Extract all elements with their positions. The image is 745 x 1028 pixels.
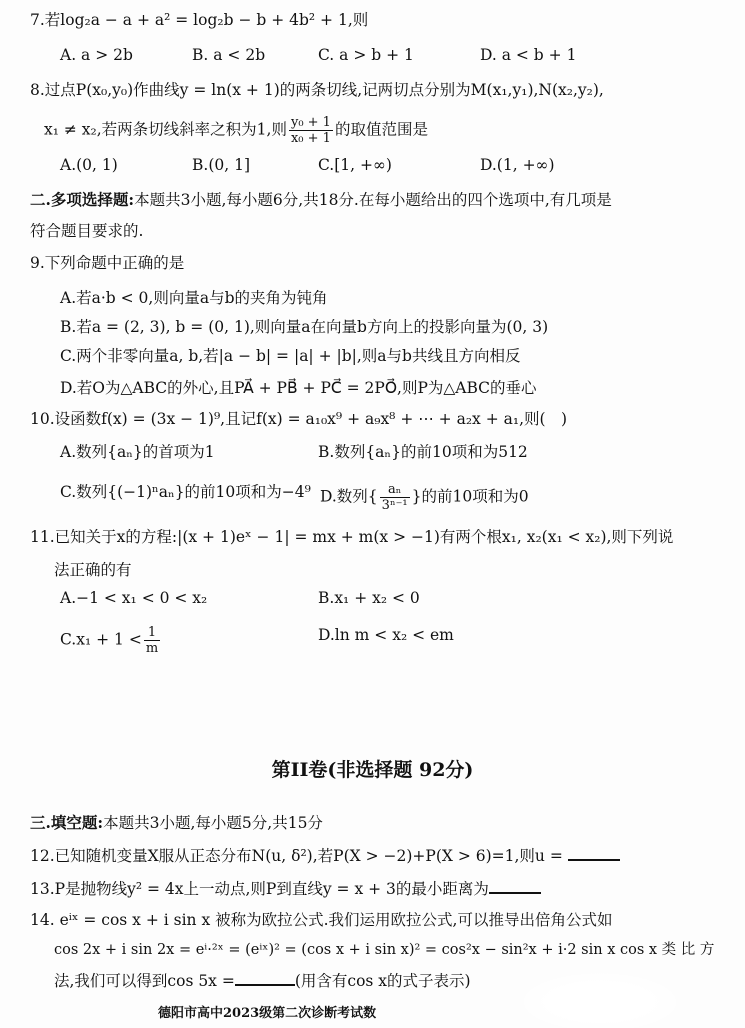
q9-stem: 9.下列命题中正确的是 <box>30 254 185 272</box>
q9-option-a: A.若a·b < 0,则向量a与b的夹角为钝角 <box>60 289 328 307</box>
q12-line <box>30 845 620 866</box>
footer: 德阳市高中2023级第二次诊断考试数 <box>158 1006 377 1021</box>
q7-option-b: B. a < 2b <box>192 46 266 64</box>
q12-answer-blank[interactable] <box>568 845 620 861</box>
q14-line3-pre: 法,我们可以得到cos 5x = <box>54 972 235 990</box>
section2-header <box>30 190 612 210</box>
q10-optd-den: 3ⁿ⁻¹ <box>381 498 408 513</box>
q11-option-b: B.x₁ + x₂ < 0 <box>318 589 420 607</box>
q11-option-c <box>60 625 162 656</box>
q8-stem-line2 <box>44 115 428 146</box>
q10-optd-post: }的前10项和为0 <box>411 487 529 506</box>
q8-option-a: A.(0, 1) <box>60 156 118 174</box>
watermark-blur <box>520 972 680 1028</box>
q11-stem2: 法正确的有 <box>54 561 132 579</box>
q9-option-b: B.若a = (2, 3), b = (0, 1),则向量a在向量b方向上的投影向量为(0, 3) <box>60 318 549 336</box>
q14-line2: cos 2x + i sin 2x = eⁱ·²ˣ = (eⁱˣ)² = (cos x + i sin x)² = cos²x − sin²x + i·2 sin x cos x 类 比 方 <box>54 942 715 958</box>
q10-option-c: C.数列{(−1)ⁿaₙ}的前10项和为−4⁹ <box>60 483 311 501</box>
q8-stem: 8.过点P(x₀,y₀)作曲线y = ln(x + 1)的两条切线,记两切点分别为M(x₁,y₁),N(x₂,y₂), <box>30 81 604 99</box>
q7-option-d: D. a < b + 1 <box>480 46 577 64</box>
q11-option-a: A.−1 < x₁ < 0 < x₂ <box>60 589 208 607</box>
q8-option-b: B.(0, 1] <box>192 156 250 174</box>
q7-option-a: A. a > 2b <box>60 46 133 64</box>
q14-line1: 14. eⁱˣ = cos x + i sin x 被称为欧拉公式.我们运用欧拉公式,可以推导出倍角公式如 <box>30 911 613 929</box>
q11-stem: 11.已知关于x的方程:|(x + 1)eˣ − 1| = mx + m(x > −1)有两个根x₁, x₂(x₁ < x₂),则下列说 <box>30 528 674 546</box>
q13-answer-blank[interactable] <box>489 878 541 894</box>
q8-stem2-post: 的取值范围是 <box>334 120 428 139</box>
q14-line3-post: (用含有cos x的式子表示) <box>294 972 471 990</box>
q11-option-d: D.ln m < x₂ < em <box>318 626 454 644</box>
q11-optc-den: m <box>145 641 159 656</box>
q10-stem: 10.设函数f(x) = (3x − 1)⁹,且记f(x) = a₁₀x⁹ + a₉x⁸ + ⋯ + a₂x + a₁,则( ) <box>30 410 568 428</box>
section2-text: 本题共3小题,每小题6分,共18分.在每小题给出的四个选项中,有几项是 <box>134 191 612 209</box>
q8-fraction <box>289 115 333 146</box>
section2-heading: 二.多项选择题: <box>30 190 135 209</box>
q13-stem: 13.P是抛物线y² = 4x上一动点,则P到直线y = x + 3的最小距离为 <box>30 880 489 898</box>
q11-optc-pre: C.x₁ + 1 < <box>60 630 142 649</box>
q10-option-b: B.数列{aₙ}的前10项和为512 <box>318 443 528 461</box>
q9-option-d: D.若O为△ABC的外心,且PA⃗ + PB⃗ + PC⃗ = 2PO⃗,则P为△ABC的垂心 <box>60 379 537 397</box>
q10-option-d <box>320 482 529 513</box>
q14-line3 <box>54 970 471 991</box>
q10-optd-pre: D.数列{ <box>320 487 378 506</box>
q11-optc-num: 1 <box>144 625 160 641</box>
q8-stem2-pre: x₁ ≠ x₂,若两条切线斜率之积为1,则 <box>44 120 287 139</box>
q7-option-c: C. a > b + 1 <box>318 46 414 64</box>
q10-optd-num: aₙ <box>380 482 410 498</box>
q8-frac-den: x₀ + 1 <box>290 131 331 146</box>
section3-text: 本题共3小题,每小题5分,共15分 <box>103 814 323 832</box>
q12-stem: 12.已知随机变量X服从正态分布N(u, δ²),若P(X > −2)+P(X > 6)=1,则u = <box>30 847 563 865</box>
q14-answer-blank[interactable] <box>235 970 295 986</box>
q11-optc-fraction <box>144 625 160 656</box>
q8-option-d: D.(1, +∞) <box>480 156 555 174</box>
part2-title: 第II卷(非选择题 92分) <box>271 759 474 781</box>
section2-text2: 符合题目要求的. <box>30 222 144 240</box>
section3-heading: 三.填空题: <box>30 813 104 832</box>
q8-frac-num: y₀ + 1 <box>290 115 331 130</box>
q10-optd-fraction <box>380 482 410 513</box>
q10-option-a: A.数列{aₙ}的首项为1 <box>60 443 215 461</box>
q9-option-c: C.两个非零向量a, b,若|a − b| = |a| + |b|,则a与b共线且方向相反 <box>60 347 521 365</box>
q7-stem: 7.若log₂a − a + a² = log₂b − b + 4b² + 1,则 <box>30 11 369 29</box>
q8-option-c: C.[1, +∞) <box>318 156 392 174</box>
q13-line <box>30 878 541 899</box>
section3-header <box>30 813 323 833</box>
